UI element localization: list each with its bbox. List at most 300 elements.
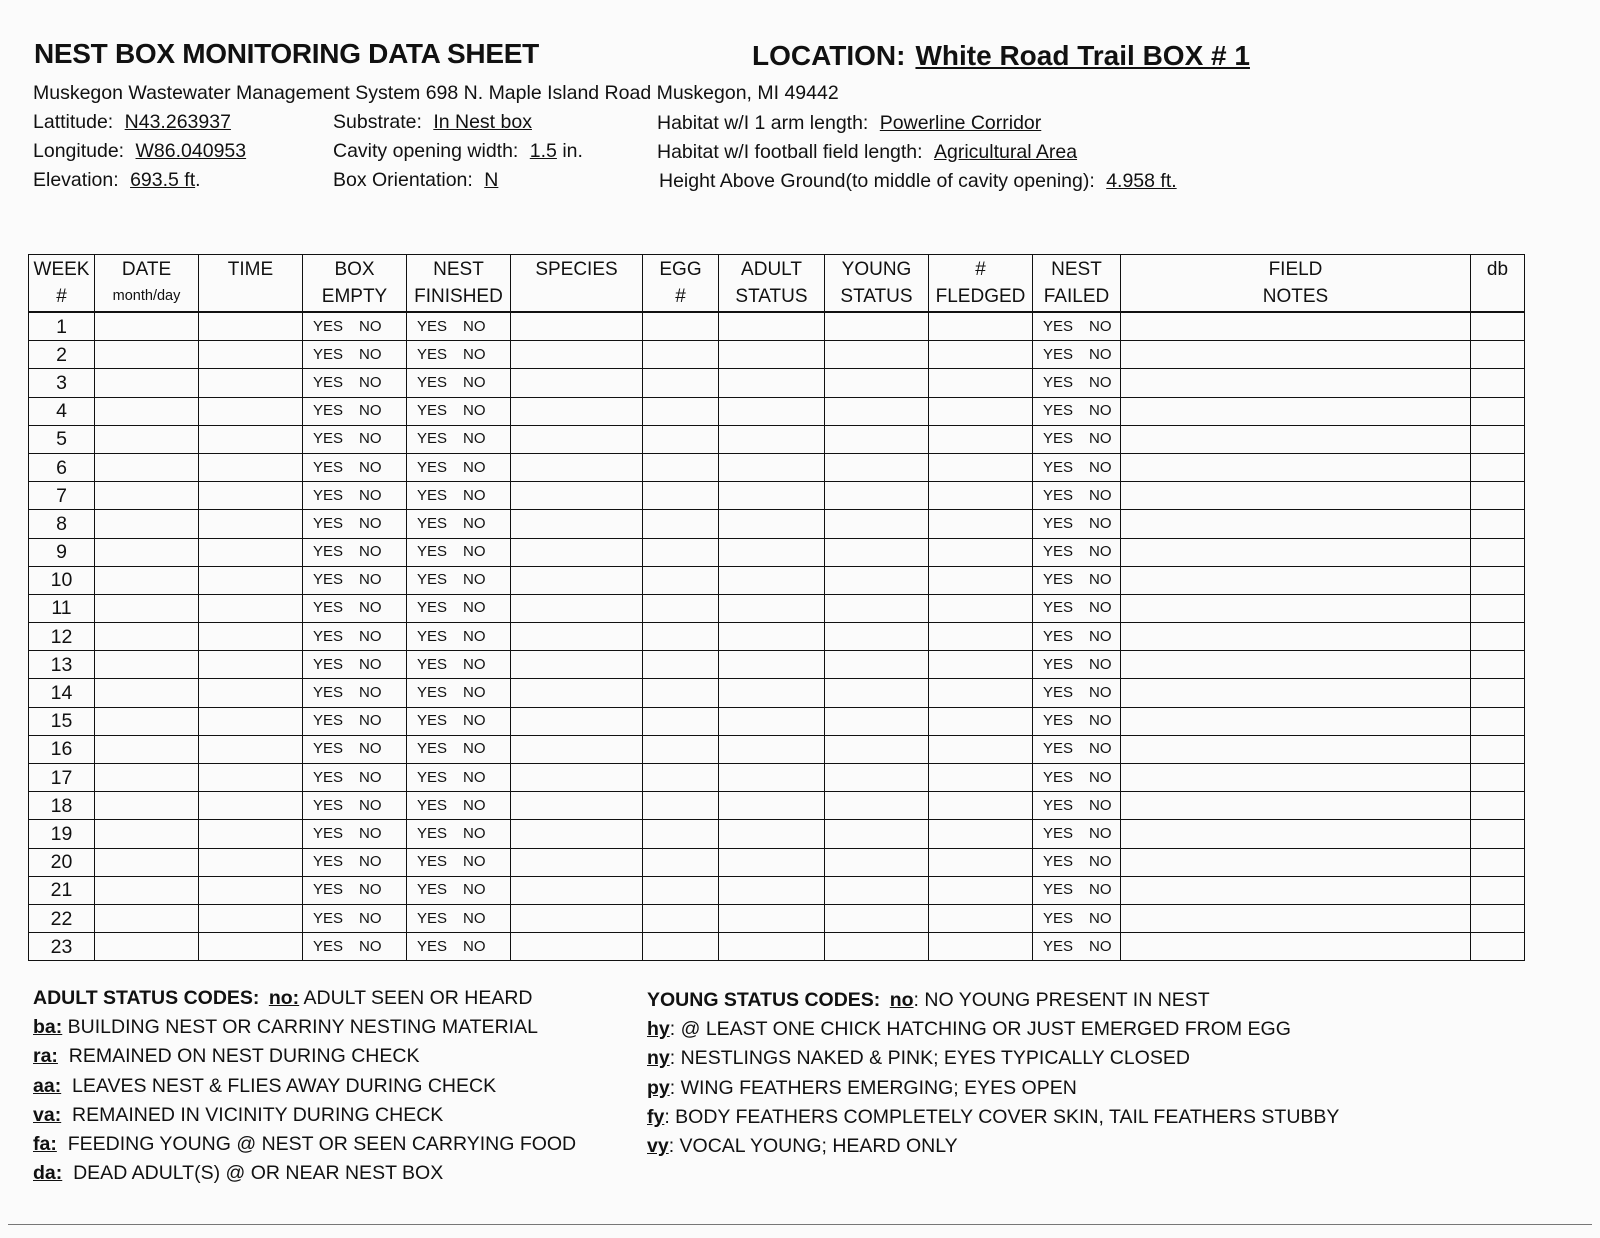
yes-option[interactable]: YES xyxy=(1043,824,1074,842)
yes-no-choice[interactable] xyxy=(303,538,407,566)
yes-option[interactable]: YES xyxy=(417,684,448,702)
entry-cell[interactable] xyxy=(95,876,199,904)
yes-no-choice[interactable] xyxy=(1033,933,1121,961)
yes-option[interactable]: YES xyxy=(313,684,344,702)
no-option[interactable]: NO xyxy=(1089,458,1112,476)
no-option[interactable]: NO xyxy=(463,486,486,504)
yes-option[interactable]: YES xyxy=(417,402,448,420)
yes-no-choice[interactable] xyxy=(1033,848,1121,876)
yes-option[interactable]: YES xyxy=(313,655,344,673)
entry-cell[interactable] xyxy=(1121,904,1471,932)
yes-option[interactable]: YES xyxy=(313,373,344,391)
yes-option[interactable]: YES xyxy=(313,824,344,842)
yes-no-choice[interactable] xyxy=(407,735,511,763)
yes-option[interactable]: YES xyxy=(1043,345,1074,363)
no-option[interactable]: NO xyxy=(463,881,486,899)
yes-option[interactable]: YES xyxy=(417,740,448,758)
no-option[interactable]: NO xyxy=(359,458,382,476)
entry-cell[interactable] xyxy=(825,510,929,538)
entry-cell[interactable] xyxy=(929,764,1033,792)
entry-cell[interactable] xyxy=(511,510,643,538)
yes-no-choice[interactable] xyxy=(407,820,511,848)
yes-no-choice[interactable] xyxy=(1033,510,1121,538)
no-option[interactable]: NO xyxy=(463,317,486,335)
entry-cell[interactable] xyxy=(1121,566,1471,594)
entry-cell[interactable] xyxy=(643,538,719,566)
no-option[interactable]: NO xyxy=(359,824,382,842)
entry-cell[interactable] xyxy=(929,651,1033,679)
entry-cell[interactable] xyxy=(199,566,303,594)
entry-cell[interactable] xyxy=(199,341,303,369)
no-option[interactable]: NO xyxy=(463,684,486,702)
yes-option[interactable]: YES xyxy=(417,543,448,561)
entry-cell[interactable] xyxy=(1471,820,1525,848)
entry-cell[interactable] xyxy=(825,538,929,566)
entry-cell[interactable] xyxy=(929,453,1033,481)
entry-cell[interactable] xyxy=(719,848,825,876)
entry-cell[interactable] xyxy=(1121,510,1471,538)
entry-cell[interactable] xyxy=(1121,792,1471,820)
entry-cell[interactable] xyxy=(825,820,929,848)
yes-no-choice[interactable] xyxy=(303,848,407,876)
entry-cell[interactable] xyxy=(199,651,303,679)
no-option[interactable]: NO xyxy=(359,768,382,786)
entry-cell[interactable] xyxy=(825,792,929,820)
entry-cell[interactable] xyxy=(199,425,303,453)
no-option[interactable]: NO xyxy=(1089,684,1112,702)
entry-cell[interactable] xyxy=(825,848,929,876)
entry-cell[interactable] xyxy=(511,820,643,848)
entry-cell[interactable] xyxy=(719,876,825,904)
yes-option[interactable]: YES xyxy=(1043,402,1074,420)
entry-cell[interactable] xyxy=(1471,876,1525,904)
entry-cell[interactable] xyxy=(825,735,929,763)
yes-no-choice[interactable] xyxy=(407,707,511,735)
yes-no-choice[interactable] xyxy=(303,792,407,820)
entry-cell[interactable] xyxy=(1471,594,1525,622)
entry-cell[interactable] xyxy=(95,933,199,961)
yes-no-choice[interactable] xyxy=(1033,369,1121,397)
yes-no-choice[interactable] xyxy=(407,764,511,792)
entry-cell[interactable] xyxy=(511,904,643,932)
entry-cell[interactable] xyxy=(719,904,825,932)
entry-cell[interactable] xyxy=(199,453,303,481)
entry-cell[interactable] xyxy=(1121,679,1471,707)
no-option[interactable]: NO xyxy=(1089,317,1112,335)
yes-option[interactable]: YES xyxy=(313,571,344,589)
no-option[interactable]: NO xyxy=(359,345,382,363)
entry-cell[interactable] xyxy=(95,764,199,792)
yes-no-choice[interactable] xyxy=(1033,651,1121,679)
yes-no-choice[interactable] xyxy=(303,397,407,425)
entry-cell[interactable] xyxy=(929,369,1033,397)
yes-option[interactable]: YES xyxy=(417,458,448,476)
yes-option[interactable]: YES xyxy=(1043,655,1074,673)
entry-cell[interactable] xyxy=(1471,341,1525,369)
entry-cell[interactable] xyxy=(1471,904,1525,932)
entry-cell[interactable] xyxy=(1471,623,1525,651)
yes-no-choice[interactable] xyxy=(303,623,407,651)
entry-cell[interactable] xyxy=(1471,566,1525,594)
entry-cell[interactable] xyxy=(719,566,825,594)
entry-cell[interactable] xyxy=(511,707,643,735)
yes-no-choice[interactable] xyxy=(303,651,407,679)
entry-cell[interactable] xyxy=(719,482,825,510)
entry-cell[interactable] xyxy=(1121,594,1471,622)
yes-option[interactable]: YES xyxy=(1043,514,1074,532)
entry-cell[interactable] xyxy=(1471,651,1525,679)
entry-cell[interactable] xyxy=(199,735,303,763)
entry-cell[interactable] xyxy=(1471,453,1525,481)
yes-option[interactable]: YES xyxy=(417,853,448,871)
entry-cell[interactable] xyxy=(719,453,825,481)
entry-cell[interactable] xyxy=(719,623,825,651)
entry-cell[interactable] xyxy=(825,679,929,707)
entry-cell[interactable] xyxy=(511,848,643,876)
yes-no-choice[interactable] xyxy=(303,594,407,622)
yes-option[interactable]: YES xyxy=(313,853,344,871)
entry-cell[interactable] xyxy=(199,538,303,566)
entry-cell[interactable] xyxy=(929,876,1033,904)
yes-no-choice[interactable] xyxy=(303,425,407,453)
entry-cell[interactable] xyxy=(95,820,199,848)
no-option[interactable]: NO xyxy=(463,655,486,673)
entry-cell[interactable] xyxy=(1471,707,1525,735)
entry-cell[interactable] xyxy=(719,341,825,369)
no-option[interactable]: NO xyxy=(359,402,382,420)
entry-cell[interactable] xyxy=(643,848,719,876)
entry-cell[interactable] xyxy=(1121,820,1471,848)
entry-cell[interactable] xyxy=(1471,933,1525,961)
entry-cell[interactable] xyxy=(199,369,303,397)
yes-no-choice[interactable] xyxy=(303,707,407,735)
entry-cell[interactable] xyxy=(643,482,719,510)
yes-no-choice[interactable] xyxy=(303,312,407,341)
yes-no-choice[interactable] xyxy=(407,848,511,876)
no-option[interactable]: NO xyxy=(359,430,382,448)
no-option[interactable]: NO xyxy=(359,514,382,532)
no-option[interactable]: NO xyxy=(1089,402,1112,420)
no-option[interactable]: NO xyxy=(359,853,382,871)
yes-option[interactable]: YES xyxy=(417,824,448,842)
yes-no-choice[interactable] xyxy=(1033,341,1121,369)
no-option[interactable]: NO xyxy=(1089,430,1112,448)
yes-option[interactable]: YES xyxy=(1043,740,1074,758)
yes-option[interactable]: YES xyxy=(1043,458,1074,476)
entry-cell[interactable] xyxy=(1471,792,1525,820)
entry-cell[interactable] xyxy=(511,312,643,341)
entry-cell[interactable] xyxy=(1121,933,1471,961)
entry-cell[interactable] xyxy=(643,735,719,763)
yes-no-choice[interactable] xyxy=(1033,792,1121,820)
entry-cell[interactable] xyxy=(1471,312,1525,341)
yes-no-choice[interactable] xyxy=(407,933,511,961)
entry-cell[interactable] xyxy=(199,312,303,341)
entry-cell[interactable] xyxy=(825,764,929,792)
yes-option[interactable]: YES xyxy=(313,881,344,899)
entry-cell[interactable] xyxy=(643,510,719,538)
entry-cell[interactable] xyxy=(643,312,719,341)
no-option[interactable]: NO xyxy=(1089,712,1112,730)
entry-cell[interactable] xyxy=(511,764,643,792)
yes-option[interactable]: YES xyxy=(417,514,448,532)
entry-cell[interactable] xyxy=(825,623,929,651)
entry-cell[interactable] xyxy=(825,904,929,932)
no-option[interactable]: NO xyxy=(463,514,486,532)
yes-no-choice[interactable] xyxy=(1033,735,1121,763)
entry-cell[interactable] xyxy=(95,566,199,594)
entry-cell[interactable] xyxy=(643,651,719,679)
yes-no-choice[interactable] xyxy=(407,651,511,679)
entry-cell[interactable] xyxy=(199,904,303,932)
entry-cell[interactable] xyxy=(95,312,199,341)
entry-cell[interactable] xyxy=(1121,369,1471,397)
no-option[interactable]: NO xyxy=(359,599,382,617)
yes-no-choice[interactable] xyxy=(407,904,511,932)
entry-cell[interactable] xyxy=(719,397,825,425)
entry-cell[interactable] xyxy=(719,820,825,848)
entry-cell[interactable] xyxy=(1471,397,1525,425)
yes-option[interactable]: YES xyxy=(417,486,448,504)
yes-option[interactable]: YES xyxy=(313,317,344,335)
yes-option[interactable]: YES xyxy=(313,345,344,363)
yes-option[interactable]: YES xyxy=(1043,571,1074,589)
yes-no-choice[interactable] xyxy=(407,397,511,425)
yes-option[interactable]: YES xyxy=(417,345,448,363)
entry-cell[interactable] xyxy=(1121,848,1471,876)
entry-cell[interactable] xyxy=(929,538,1033,566)
entry-cell[interactable] xyxy=(511,341,643,369)
entry-cell[interactable] xyxy=(95,453,199,481)
yes-option[interactable]: YES xyxy=(1043,627,1074,645)
yes-no-choice[interactable] xyxy=(407,623,511,651)
entry-cell[interactable] xyxy=(1121,397,1471,425)
yes-no-choice[interactable] xyxy=(407,538,511,566)
entry-cell[interactable] xyxy=(719,707,825,735)
entry-cell[interactable] xyxy=(1471,679,1525,707)
entry-cell[interactable] xyxy=(643,792,719,820)
yes-option[interactable]: YES xyxy=(417,796,448,814)
entry-cell[interactable] xyxy=(929,594,1033,622)
yes-no-choice[interactable] xyxy=(1033,425,1121,453)
no-option[interactable]: NO xyxy=(1089,373,1112,391)
yes-option[interactable]: YES xyxy=(313,627,344,645)
no-option[interactable]: NO xyxy=(359,796,382,814)
entry-cell[interactable] xyxy=(511,651,643,679)
entry-cell[interactable] xyxy=(199,848,303,876)
yes-option[interactable]: YES xyxy=(313,402,344,420)
yes-no-choice[interactable] xyxy=(1033,679,1121,707)
entry-cell[interactable] xyxy=(719,764,825,792)
entry-cell[interactable] xyxy=(643,369,719,397)
entry-cell[interactable] xyxy=(199,764,303,792)
entry-cell[interactable] xyxy=(95,904,199,932)
yes-no-choice[interactable] xyxy=(1033,594,1121,622)
no-option[interactable]: NO xyxy=(463,373,486,391)
entry-cell[interactable] xyxy=(199,594,303,622)
no-option[interactable]: NO xyxy=(463,599,486,617)
entry-cell[interactable] xyxy=(1121,623,1471,651)
entry-cell[interactable] xyxy=(929,679,1033,707)
no-option[interactable]: NO xyxy=(1089,796,1112,814)
yes-option[interactable]: YES xyxy=(417,627,448,645)
entry-cell[interactable] xyxy=(719,538,825,566)
yes-no-choice[interactable] xyxy=(1033,904,1121,932)
entry-cell[interactable] xyxy=(95,369,199,397)
yes-option[interactable]: YES xyxy=(1043,684,1074,702)
no-option[interactable]: NO xyxy=(359,712,382,730)
yes-option[interactable]: YES xyxy=(313,740,344,758)
no-option[interactable]: NO xyxy=(463,571,486,589)
entry-cell[interactable] xyxy=(643,566,719,594)
no-option[interactable]: NO xyxy=(1089,824,1112,842)
no-option[interactable]: NO xyxy=(1089,627,1112,645)
yes-option[interactable]: YES xyxy=(1043,937,1074,955)
yes-no-choice[interactable] xyxy=(303,764,407,792)
entry-cell[interactable] xyxy=(719,594,825,622)
no-option[interactable]: NO xyxy=(1089,486,1112,504)
no-option[interactable]: NO xyxy=(463,345,486,363)
yes-no-choice[interactable] xyxy=(1033,623,1121,651)
yes-option[interactable]: YES xyxy=(417,881,448,899)
yes-no-choice[interactable] xyxy=(407,792,511,820)
entry-cell[interactable] xyxy=(95,792,199,820)
entry-cell[interactable] xyxy=(719,510,825,538)
entry-cell[interactable] xyxy=(929,397,1033,425)
entry-cell[interactable] xyxy=(719,679,825,707)
entry-cell[interactable] xyxy=(511,933,643,961)
entry-cell[interactable] xyxy=(95,482,199,510)
entry-cell[interactable] xyxy=(929,566,1033,594)
entry-cell[interactable] xyxy=(1121,707,1471,735)
entry-cell[interactable] xyxy=(825,482,929,510)
entry-cell[interactable] xyxy=(719,312,825,341)
yes-option[interactable]: YES xyxy=(1043,430,1074,448)
yes-option[interactable]: YES xyxy=(313,430,344,448)
entry-cell[interactable] xyxy=(719,651,825,679)
yes-option[interactable]: YES xyxy=(313,486,344,504)
yes-option[interactable]: YES xyxy=(417,712,448,730)
entry-cell[interactable] xyxy=(1121,538,1471,566)
yes-option[interactable]: YES xyxy=(1043,712,1074,730)
entry-cell[interactable] xyxy=(511,482,643,510)
no-option[interactable]: NO xyxy=(463,740,486,758)
entry-cell[interactable] xyxy=(929,707,1033,735)
entry-cell[interactable] xyxy=(199,933,303,961)
no-option[interactable]: NO xyxy=(463,402,486,420)
yes-no-choice[interactable] xyxy=(303,876,407,904)
entry-cell[interactable] xyxy=(825,707,929,735)
entry-cell[interactable] xyxy=(511,566,643,594)
entry-cell[interactable] xyxy=(199,482,303,510)
entry-cell[interactable] xyxy=(1471,369,1525,397)
yes-option[interactable]: YES xyxy=(313,514,344,532)
entry-cell[interactable] xyxy=(719,425,825,453)
entry-cell[interactable] xyxy=(511,679,643,707)
entry-cell[interactable] xyxy=(511,594,643,622)
entry-cell[interactable] xyxy=(1121,876,1471,904)
entry-cell[interactable] xyxy=(1471,735,1525,763)
yes-option[interactable]: YES xyxy=(313,796,344,814)
no-option[interactable]: NO xyxy=(1089,571,1112,589)
entry-cell[interactable] xyxy=(95,735,199,763)
entry-cell[interactable] xyxy=(929,933,1033,961)
no-option[interactable]: NO xyxy=(359,909,382,927)
yes-no-choice[interactable] xyxy=(407,510,511,538)
yes-no-choice[interactable] xyxy=(1033,482,1121,510)
yes-option[interactable]: YES xyxy=(313,543,344,561)
entry-cell[interactable] xyxy=(825,341,929,369)
entry-cell[interactable] xyxy=(825,594,929,622)
entry-cell[interactable] xyxy=(929,312,1033,341)
no-option[interactable]: NO xyxy=(359,627,382,645)
yes-no-choice[interactable] xyxy=(303,904,407,932)
entry-cell[interactable] xyxy=(929,425,1033,453)
yes-no-choice[interactable] xyxy=(303,933,407,961)
entry-cell[interactable] xyxy=(511,792,643,820)
entry-cell[interactable] xyxy=(719,933,825,961)
entry-cell[interactable] xyxy=(643,707,719,735)
no-option[interactable]: NO xyxy=(1089,853,1112,871)
entry-cell[interactable] xyxy=(719,369,825,397)
entry-cell[interactable] xyxy=(511,876,643,904)
entry-cell[interactable] xyxy=(825,876,929,904)
entry-cell[interactable] xyxy=(1471,425,1525,453)
yes-option[interactable]: YES xyxy=(1043,317,1074,335)
entry-cell[interactable] xyxy=(825,566,929,594)
entry-cell[interactable] xyxy=(643,397,719,425)
entry-cell[interactable] xyxy=(199,792,303,820)
no-option[interactable]: NO xyxy=(1089,740,1112,758)
yes-no-choice[interactable] xyxy=(407,679,511,707)
entry-cell[interactable] xyxy=(929,510,1033,538)
entry-cell[interactable] xyxy=(643,594,719,622)
entry-cell[interactable] xyxy=(199,397,303,425)
yes-option[interactable]: YES xyxy=(313,937,344,955)
entry-cell[interactable] xyxy=(95,679,199,707)
no-option[interactable]: NO xyxy=(1089,937,1112,955)
yes-option[interactable]: YES xyxy=(1043,881,1074,899)
yes-option[interactable]: YES xyxy=(417,430,448,448)
entry-cell[interactable] xyxy=(825,651,929,679)
entry-cell[interactable] xyxy=(643,623,719,651)
no-option[interactable]: NO xyxy=(359,543,382,561)
yes-no-choice[interactable] xyxy=(1033,707,1121,735)
yes-option[interactable]: YES xyxy=(417,317,448,335)
no-option[interactable]: NO xyxy=(1089,543,1112,561)
yes-option[interactable]: YES xyxy=(313,909,344,927)
entry-cell[interactable] xyxy=(929,848,1033,876)
no-option[interactable]: NO xyxy=(1089,881,1112,899)
entry-cell[interactable] xyxy=(643,820,719,848)
yes-option[interactable]: YES xyxy=(1043,486,1074,504)
entry-cell[interactable] xyxy=(199,820,303,848)
entry-cell[interactable] xyxy=(929,735,1033,763)
yes-no-choice[interactable] xyxy=(303,679,407,707)
entry-cell[interactable] xyxy=(199,623,303,651)
no-option[interactable]: NO xyxy=(463,824,486,842)
entry-cell[interactable] xyxy=(719,792,825,820)
entry-cell[interactable] xyxy=(511,425,643,453)
no-option[interactable]: NO xyxy=(359,317,382,335)
yes-option[interactable]: YES xyxy=(1043,599,1074,617)
entry-cell[interactable] xyxy=(1121,482,1471,510)
no-option[interactable]: NO xyxy=(359,937,382,955)
yes-option[interactable]: YES xyxy=(417,909,448,927)
entry-cell[interactable] xyxy=(95,538,199,566)
no-option[interactable]: NO xyxy=(463,430,486,448)
entry-cell[interactable] xyxy=(1471,764,1525,792)
